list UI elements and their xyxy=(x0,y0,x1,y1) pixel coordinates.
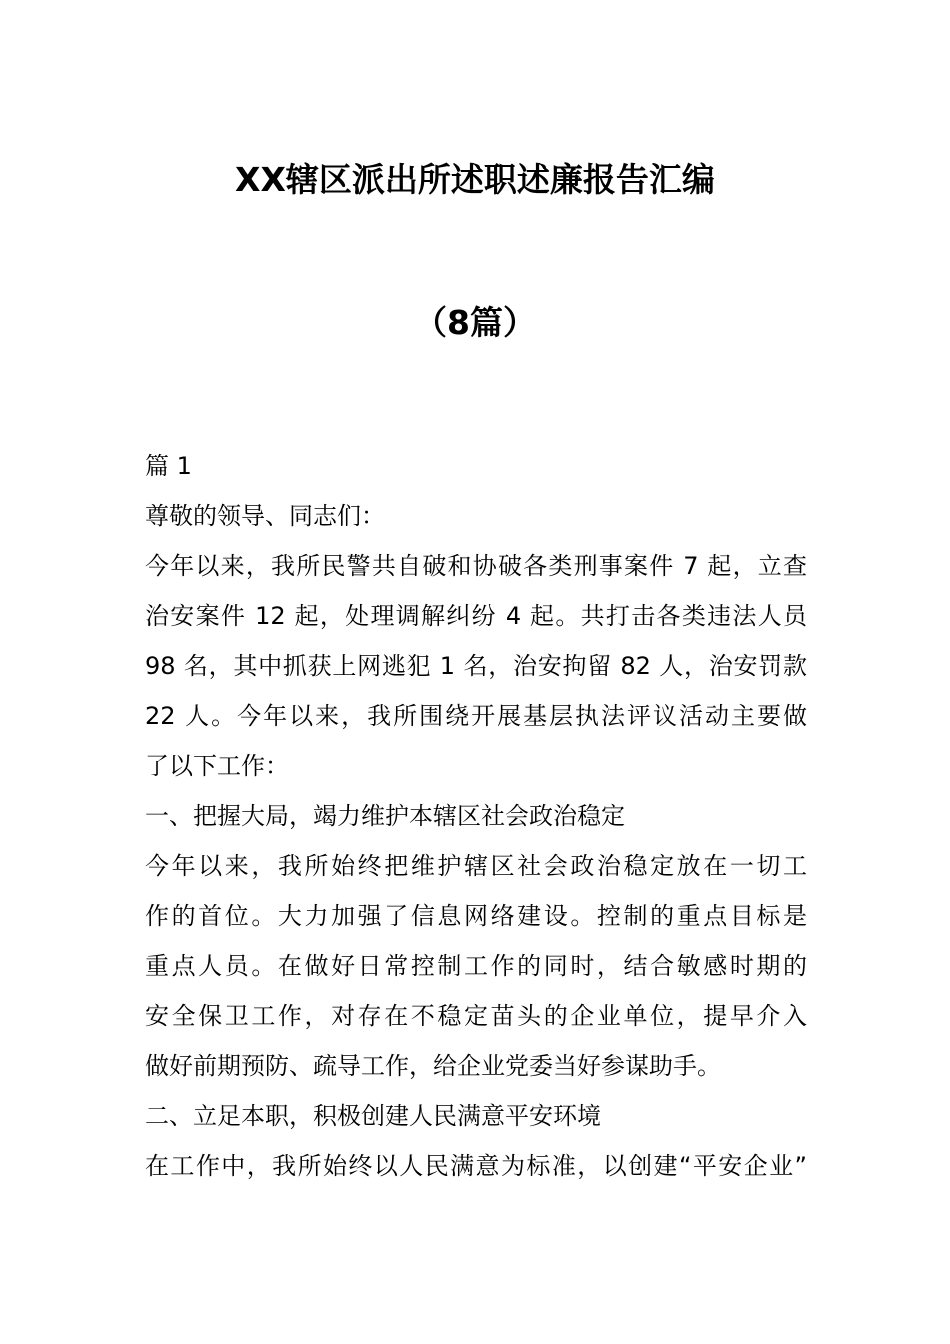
salutation: 尊敬的领导、同志们： xyxy=(145,502,385,530)
paragraph-line: 在工作中，我所始终以人民满意为标准，以创建“平安企业” xyxy=(145,1152,807,1180)
document-body xyxy=(145,441,807,1191)
paragraph-line: 安全保卫工作，对存在不稳定苗头的企业单位，提早介入 xyxy=(145,1002,807,1030)
section-heading: 一、把握大局，竭力维护本辖区社会政治稳定 xyxy=(145,802,625,830)
paragraph-line: 做好前期预防、疏导工作，给企业党委当好参谋助手。 xyxy=(145,1052,721,1080)
paragraph-line: 了以下工作： xyxy=(145,752,289,780)
paragraph-line: 今年以来，我所民警共自破和协破各类刑事案件 7 起，立查 xyxy=(145,552,807,580)
document-subtitle: （8篇） xyxy=(414,303,536,342)
section-label: 篇 1 xyxy=(145,452,192,480)
paragraph-line: 作的首位。大力加强了信息网络建设。控制的重点目标是 xyxy=(145,902,807,930)
paragraph-line: 今年以来，我所始终把维护辖区社会政治稳定放在一切工 xyxy=(145,852,807,880)
document-title: XX辖区派出所述职述廉报告汇编 xyxy=(235,160,715,199)
paragraph-line: 治安案件 12 起，处理调解纠纷 4 起。共打击各类违法人员 xyxy=(145,602,807,630)
paragraph-line: 98 名，其中抓获上网逃犯 1 名，治安拘留 82 人，治安罚款 xyxy=(145,652,807,680)
section-heading: 二、立足本职，积极创建人民满意平安环境 xyxy=(145,1102,601,1130)
paragraph-line: 重点人员。在做好日常控制工作的同时，结合敏感时期的 xyxy=(145,952,807,980)
paragraph-line: 22 人。今年以来，我所围绕开展基层执法评议活动主要做 xyxy=(145,702,807,730)
